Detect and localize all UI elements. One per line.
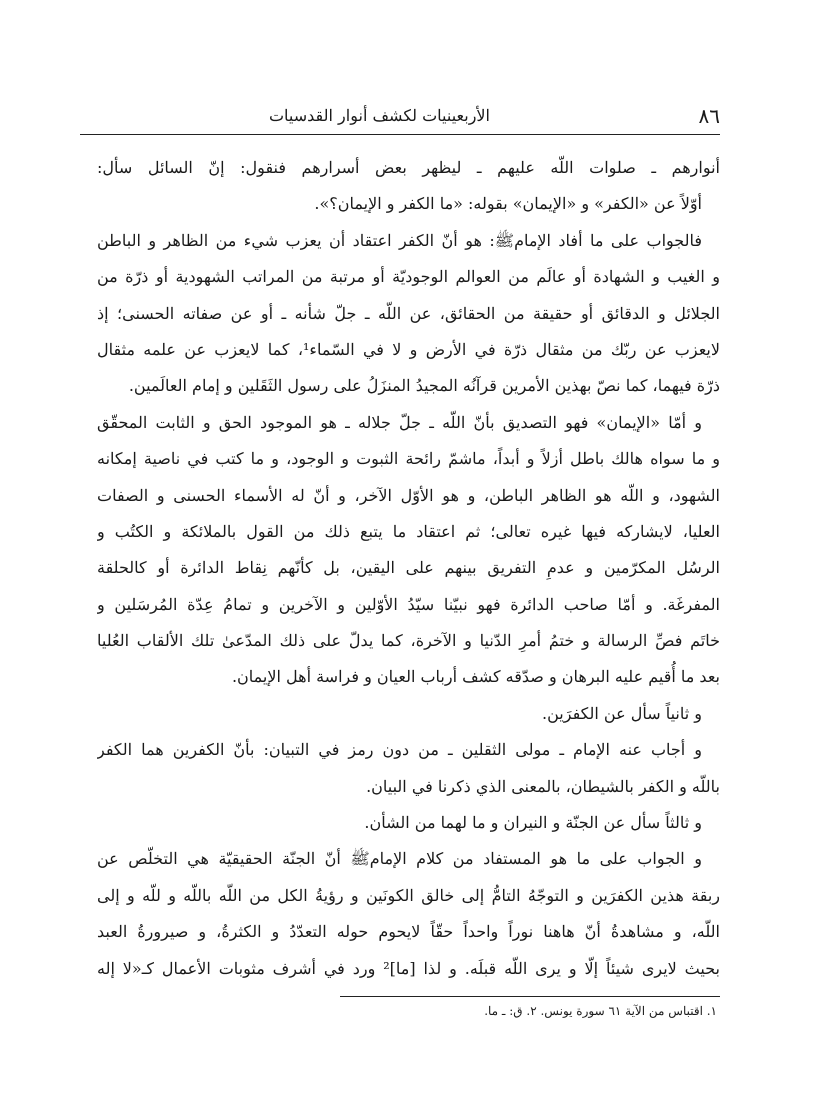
- text-line: و ما سواه هالك باطل أزلاً و أبداً، ماشمّ رائحة الثبوت و الوجود، و ما كتب في ناصية إمكانه: [97, 449, 720, 469]
- footnote-rule: [340, 996, 720, 997]
- running-header: [80, 104, 720, 136]
- text-line: ربقة هذين الكفرَين و التوجّهُ التامُّ إلى خالق الكونَين و رؤيةُ الكل من اللّه باللّه و للّه و إلى: [97, 885, 720, 905]
- text-line: لايعزب عن ربّك من مثقال ذرّة في الأرض و لا في السّماء¹، كما لايعزب عن علمه مثقال: [97, 339, 720, 359]
- text-line: اللّه، و مشاهدةُ أنّ هاهنا نوراً واحداً حقّاً لايحوم حوله التعدّدُ و الكثرةُ، و صيرورةُ العبد: [97, 922, 720, 942]
- text-line: بعد ما أُقيم عليه البرهان و صدّقه كشف أرباب العيان و فراسة أهل الإيمان.: [231, 667, 720, 687]
- text-line: و الغيب و الشهادة أو عالَم من العوالم الوجوديّة أو مرتبة من المراتب الشهودية أو ذرّة من: [97, 267, 720, 287]
- header-rule: [80, 134, 720, 135]
- running-header-title: الأربعينيات لكشف أنوار القدسيات: [268, 106, 490, 125]
- text-line: بحيث لايرى شيئاً إلّا و يرى اللّه قبلَه. و لذا [ما]² ورد في أشرف مثوبات الأعمال كـ«لا إله: [97, 958, 720, 978]
- text-line: أوّلاً عن «الكفر» و «الإيمان» بقوله: «ما الكفر و الإيمان؟».: [314, 194, 702, 214]
- text-line: فالجواب على ما أفاد الإمامﷺ: هو أنّ الكفر اعتقاد أن يعزب شيء من الظاهر و الباطن: [97, 230, 702, 250]
- text-line: باللّه و الكفر بالشيطان، بالمعنى الذي ذكرنا في البيان.: [366, 776, 720, 796]
- text-line: و ثالثاً سأل عن الجنّة و النيران و ما لهما من الشأن.: [364, 813, 702, 833]
- text-line: و أمّا «الإيمان» فهو التصديق بأنّ اللّه ـ جلّ جلاله ـ هو الموجود الحق و الثابت المحقّق: [97, 412, 702, 432]
- text-line: و ثانياً سأل عن الكفرَين.: [542, 703, 702, 723]
- text-line: و الجواب على ما هو المستفاد من كلام الإمامﷺ أنّ الجنّة الحقيقيّة هي التخلّص عن: [97, 849, 702, 869]
- text-line: أنوارهم ـ صلوات اللّه عليهم ـ ليظهر بعض أسرارهم فنقول: إنّ السائل سأل:: [97, 158, 720, 177]
- body-text: [97, 150, 720, 987]
- page-number: ٨٦: [698, 104, 720, 128]
- text-line: الشهود، و اللّه هو الظاهر الباطن، و هو الأوّل الآخر، و أنّ له الأسماء الحسنى و الصفات: [97, 485, 720, 505]
- text-line: العليا، لايشاركه فيها غيره تعالى؛ ثم اعتقاد ما يتبع ذلك من القول بالملائكة و الكتُب و: [97, 521, 720, 541]
- text-line: ذرّة فيهما، كما نصّ بهذين الأمرين قرآنُه المجيدُ المنزَلُ على رسول الثَقَلين و إمام العالَمين.: [128, 376, 720, 396]
- footnote: ١. اقتباس من الآية ٦١ سورة يونس. ٢. ق: ـ ما.: [484, 1004, 717, 1018]
- text-line: خاتَم فصِّ الرسالة و ختمُ أمرِ الدّنيا و الآخرة، كما يدلّ على ذلك المدّعىٰ تلك الألقاب العُليا: [97, 631, 720, 651]
- text-line: و أجاب عنه الإمام ـ مولى الثقلين ـ من دون رمز في التبيان: بأنّ الكفرين هما الكفر: [97, 740, 702, 760]
- text-line: المفرغَة. و أمّا صاحب الدائرة فهو نبيّنا سيّدُ الأوّلين و الآخرين و تمامُ عِدّة المُرسَلين و: [97, 594, 720, 614]
- text-line: الجلائل و الدقائق أو حقيقة من الحقائق، عن اللّه ـ جلّ شأنه ـ أو عن صفاته الحسنى؛ إذ: [97, 303, 720, 323]
- text-line: الرسُل المكرّمين و عدمِ التفريق بينهم على اليقين، بل كأنّهم نِقاط الدائرة أو كالحلقة: [97, 558, 720, 578]
